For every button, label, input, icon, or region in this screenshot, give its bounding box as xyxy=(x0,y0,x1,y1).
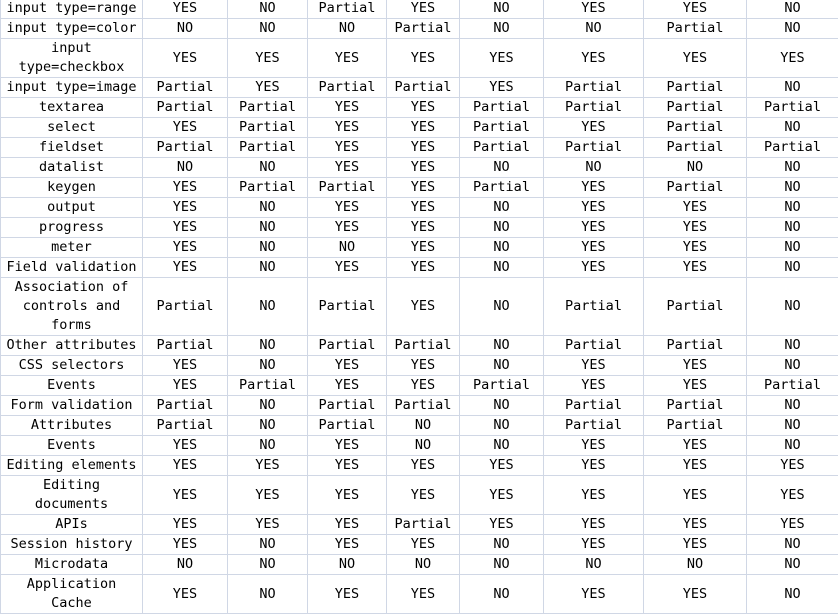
support-cell[interactable]: NO xyxy=(228,238,308,258)
table-row xyxy=(1,376,838,396)
support-cell[interactable]: NO xyxy=(460,158,544,178)
feature-cell[interactable]: Association of controls and forms xyxy=(1,278,143,336)
support-cell[interactable]: YES xyxy=(387,158,460,178)
support-cell[interactable]: YES xyxy=(143,258,228,278)
support-cell[interactable]: NO xyxy=(747,118,838,138)
support-cell[interactable]: NO xyxy=(747,416,838,436)
support-cell[interactable]: NO xyxy=(747,78,838,98)
support-cell[interactable]: YES xyxy=(387,118,460,138)
support-cell[interactable]: Partial xyxy=(644,138,747,158)
support-cell[interactable]: NO xyxy=(460,416,544,436)
support-cell[interactable]: YES xyxy=(143,39,228,78)
support-cell[interactable]: NO xyxy=(460,575,544,614)
support-cell[interactable]: YES xyxy=(308,436,387,456)
support-cell[interactable]: YES xyxy=(387,535,460,555)
table-row xyxy=(1,456,838,476)
support-cell[interactable]: NO xyxy=(747,258,838,278)
support-cell[interactable]: YES xyxy=(644,238,747,258)
table-row xyxy=(1,19,838,39)
support-cell[interactable]: Partial xyxy=(143,278,228,336)
feature-cell[interactable]: input type=checkbox xyxy=(1,39,143,78)
support-cell[interactable]: YES xyxy=(387,575,460,614)
support-cell[interactable]: YES xyxy=(308,476,387,515)
support-cell[interactable]: YES xyxy=(544,535,644,555)
support-cell[interactable]: YES xyxy=(228,456,308,476)
table-row xyxy=(1,436,838,456)
support-cell[interactable]: YES xyxy=(387,138,460,158)
support-cell[interactable]: Partial xyxy=(143,78,228,98)
support-cell[interactable]: YES xyxy=(387,198,460,218)
support-cell[interactable]: Partial xyxy=(143,396,228,416)
support-cell[interactable]: YES xyxy=(308,98,387,118)
support-cell[interactable]: NO xyxy=(460,258,544,278)
support-cell[interactable]: YES xyxy=(460,78,544,98)
support-cell[interactable]: NO xyxy=(747,238,838,258)
support-cell[interactable]: NO xyxy=(460,19,544,39)
support-cell[interactable]: Partial xyxy=(308,336,387,356)
support-cell[interactable]: NO xyxy=(228,416,308,436)
support-cell[interactable]: YES xyxy=(143,0,228,19)
support-cell[interactable]: NO xyxy=(228,356,308,376)
support-cell[interactable]: YES xyxy=(644,535,747,555)
support-cell[interactable]: NO xyxy=(308,19,387,39)
support-cell[interactable]: YES xyxy=(544,0,644,19)
support-cell[interactable]: Partial xyxy=(747,376,838,396)
support-cell[interactable]: YES xyxy=(644,476,747,515)
support-cell[interactable]: Partial xyxy=(544,138,644,158)
support-cell[interactable]: YES xyxy=(387,0,460,19)
support-cell[interactable]: NO xyxy=(544,19,644,39)
support-cell[interactable]: YES xyxy=(544,39,644,78)
feature-cell[interactable]: Editing elements xyxy=(1,456,143,476)
support-cell[interactable]: Partial xyxy=(228,98,308,118)
support-cell[interactable]: NO xyxy=(228,198,308,218)
support-cell[interactable]: YES xyxy=(308,515,387,535)
table-row xyxy=(1,158,838,178)
support-cell[interactable]: YES xyxy=(308,575,387,614)
support-cell[interactable]: YES xyxy=(143,575,228,614)
support-cell[interactable]: YES xyxy=(143,218,228,238)
support-cell[interactable]: Partial xyxy=(747,98,838,118)
support-cell[interactable]: YES xyxy=(228,515,308,535)
support-cell[interactable]: Partial xyxy=(228,138,308,158)
support-cell[interactable]: NO xyxy=(387,555,460,575)
support-cell[interactable]: NO xyxy=(747,575,838,614)
support-cell[interactable]: YES xyxy=(544,515,644,535)
table-row xyxy=(1,39,838,78)
support-cell[interactable]: NO xyxy=(143,158,228,178)
support-cell[interactable]: YES xyxy=(143,376,228,396)
support-cell[interactable]: Partial xyxy=(644,336,747,356)
support-cell[interactable]: Partial xyxy=(644,278,747,336)
table-body xyxy=(1,0,838,614)
table-row xyxy=(1,198,838,218)
support-cell[interactable]: Partial xyxy=(308,416,387,436)
support-cell[interactable]: YES xyxy=(308,118,387,138)
support-cell[interactable]: YES xyxy=(544,476,644,515)
support-cell[interactable]: Partial xyxy=(308,178,387,198)
feature-cell[interactable]: Attributes xyxy=(1,416,143,436)
support-cell[interactable]: YES xyxy=(544,178,644,198)
support-cell[interactable]: YES xyxy=(460,39,544,78)
support-cell[interactable]: NO xyxy=(460,278,544,336)
support-cell[interactable]: NO xyxy=(228,258,308,278)
support-cell[interactable]: YES xyxy=(387,476,460,515)
feature-cell[interactable]: input type=color xyxy=(1,19,143,39)
support-cell[interactable]: NO xyxy=(747,336,838,356)
support-cell[interactable]: YES xyxy=(143,456,228,476)
support-cell[interactable]: YES xyxy=(544,575,644,614)
support-cell[interactable]: YES xyxy=(143,515,228,535)
feature-cell[interactable]: CSS selectors xyxy=(1,356,143,376)
table-row xyxy=(1,278,838,336)
support-cell[interactable]: Partial xyxy=(228,376,308,396)
support-cell[interactable]: Partial xyxy=(644,118,747,138)
support-cell[interactable]: YES xyxy=(544,218,644,238)
table-row xyxy=(1,396,838,416)
support-cell[interactable]: NO xyxy=(228,436,308,456)
support-cell[interactable]: YES xyxy=(644,456,747,476)
support-cell[interactable]: NO xyxy=(460,396,544,416)
table-row xyxy=(1,555,838,575)
support-cell[interactable]: Partial xyxy=(644,178,747,198)
support-cell[interactable]: NO xyxy=(228,396,308,416)
support-cell[interactable]: YES xyxy=(544,456,644,476)
support-cell[interactable]: YES xyxy=(308,138,387,158)
support-cell[interactable]: NO xyxy=(644,158,747,178)
support-cell[interactable]: YES xyxy=(308,218,387,238)
feature-cell[interactable]: keygen xyxy=(1,178,143,198)
support-cell[interactable]: Partial xyxy=(544,416,644,436)
support-cell[interactable]: YES xyxy=(228,39,308,78)
support-cell[interactable]: Partial xyxy=(387,78,460,98)
support-cell[interactable]: NO xyxy=(228,336,308,356)
support-cell[interactable]: NO xyxy=(544,158,644,178)
support-cell[interactable]: Partial xyxy=(644,19,747,39)
support-cell[interactable]: YES xyxy=(644,198,747,218)
support-cell[interactable]: NO xyxy=(747,19,838,39)
support-cell[interactable]: YES xyxy=(143,178,228,198)
table-row xyxy=(1,476,838,515)
support-cell[interactable]: NO xyxy=(228,555,308,575)
support-cell[interactable]: NO xyxy=(544,555,644,575)
support-cell[interactable]: Partial xyxy=(644,78,747,98)
support-cell[interactable]: YES xyxy=(544,258,644,278)
support-cell[interactable]: YES xyxy=(308,198,387,218)
support-cell[interactable]: YES xyxy=(143,238,228,258)
support-cell[interactable]: Partial xyxy=(308,78,387,98)
support-cell[interactable]: YES xyxy=(644,436,747,456)
support-cell[interactable]: NO xyxy=(747,396,838,416)
table-row xyxy=(1,0,838,19)
support-cell[interactable]: NO xyxy=(747,0,838,19)
feature-cell[interactable]: APIs xyxy=(1,515,143,535)
table-row xyxy=(1,416,838,436)
support-cell[interactable]: Partial xyxy=(228,178,308,198)
feature-cell[interactable]: Field validation xyxy=(1,258,143,278)
support-cell[interactable]: YES xyxy=(308,535,387,555)
support-cell[interactable]: YES xyxy=(747,456,838,476)
support-cell[interactable]: Partial xyxy=(308,396,387,416)
support-cell[interactable]: YES xyxy=(460,456,544,476)
support-cell[interactable]: YES xyxy=(544,376,644,396)
table-row xyxy=(1,356,838,376)
support-cell[interactable]: NO xyxy=(460,238,544,258)
support-cell[interactable]: NO xyxy=(228,575,308,614)
support-cell[interactable]: NO xyxy=(228,158,308,178)
support-cell[interactable]: NO xyxy=(228,0,308,19)
support-cell[interactable]: Partial xyxy=(387,515,460,535)
support-cell[interactable]: YES xyxy=(460,515,544,535)
support-cell[interactable]: YES xyxy=(387,258,460,278)
support-cell[interactable]: YES xyxy=(387,238,460,258)
support-cell[interactable]: NO xyxy=(143,555,228,575)
support-cell[interactable]: NO xyxy=(747,178,838,198)
support-cell[interactable]: YES xyxy=(143,118,228,138)
feature-cell[interactable]: meter xyxy=(1,238,143,258)
support-cell[interactable]: NO xyxy=(747,535,838,555)
support-cell[interactable]: YES xyxy=(143,436,228,456)
support-cell[interactable]: YES xyxy=(644,356,747,376)
support-cell[interactable]: YES xyxy=(143,198,228,218)
support-cell[interactable]: Partial xyxy=(143,98,228,118)
support-cell[interactable]: YES xyxy=(644,39,747,78)
support-cell[interactable]: NO xyxy=(747,198,838,218)
feature-cell[interactable]: Form validation xyxy=(1,396,143,416)
support-cell[interactable]: Partial xyxy=(387,19,460,39)
feature-cell[interactable]: fieldset xyxy=(1,138,143,158)
support-cell[interactable]: NO xyxy=(644,555,747,575)
support-cell[interactable]: NO xyxy=(460,336,544,356)
table-row xyxy=(1,138,838,158)
support-cell[interactable]: YES xyxy=(228,78,308,98)
support-cell[interactable]: Partial xyxy=(747,138,838,158)
support-cell[interactable]: NO xyxy=(460,218,544,238)
feature-cell[interactable]: input type=image xyxy=(1,78,143,98)
support-cell[interactable]: NO xyxy=(747,278,838,336)
feature-cell[interactable]: Microdata xyxy=(1,555,143,575)
support-cell[interactable]: Partial xyxy=(308,278,387,336)
support-cell[interactable]: Partial xyxy=(460,138,544,158)
support-cell[interactable]: YES xyxy=(387,456,460,476)
support-cell[interactable]: YES xyxy=(308,376,387,396)
feature-cell[interactable]: select xyxy=(1,118,143,138)
support-cell[interactable]: YES xyxy=(387,356,460,376)
support-cell[interactable]: YES xyxy=(308,258,387,278)
feature-cell[interactable]: progress xyxy=(1,218,143,238)
support-cell[interactable]: YES xyxy=(644,218,747,238)
support-cell[interactable]: YES xyxy=(228,476,308,515)
support-cell[interactable]: YES xyxy=(644,376,747,396)
support-cell[interactable]: Partial xyxy=(460,118,544,138)
support-cell[interactable]: YES xyxy=(644,575,747,614)
feature-cell[interactable]: output xyxy=(1,198,143,218)
support-cell[interactable]: Partial xyxy=(644,98,747,118)
support-cell[interactable]: Partial xyxy=(644,396,747,416)
support-cell[interactable]: Partial xyxy=(544,278,644,336)
support-cell[interactable]: NO xyxy=(460,356,544,376)
support-cell[interactable]: YES xyxy=(544,238,644,258)
feature-cell[interactable]: Editing documents xyxy=(1,476,143,515)
support-cell[interactable]: YES xyxy=(387,178,460,198)
support-cell[interactable]: YES xyxy=(544,356,644,376)
support-cell[interactable]: Partial xyxy=(143,138,228,158)
support-cell[interactable]: Partial xyxy=(143,416,228,436)
support-cell[interactable]: NO xyxy=(387,416,460,436)
support-cell[interactable]: YES xyxy=(544,436,644,456)
support-cell[interactable]: YES xyxy=(644,515,747,535)
table-row xyxy=(1,336,838,356)
support-cell[interactable]: NO xyxy=(460,555,544,575)
support-cell[interactable]: Partial xyxy=(228,118,308,138)
support-cell[interactable]: NO xyxy=(387,436,460,456)
support-cell[interactable]: YES xyxy=(308,456,387,476)
support-cell[interactable]: YES xyxy=(387,376,460,396)
support-cell[interactable]: NO xyxy=(143,19,228,39)
feature-cell[interactable]: textarea xyxy=(1,98,143,118)
support-cell[interactable]: NO xyxy=(460,198,544,218)
support-cell[interactable]: YES xyxy=(308,39,387,78)
support-cell[interactable]: NO xyxy=(747,356,838,376)
support-cell[interactable]: Partial xyxy=(143,336,228,356)
feature-cell[interactable]: Events xyxy=(1,376,143,396)
support-cell[interactable]: NO xyxy=(228,535,308,555)
support-cell[interactable]: NO xyxy=(460,436,544,456)
support-cell[interactable]: Partial xyxy=(544,336,644,356)
support-cell[interactable]: YES xyxy=(644,258,747,278)
table-row xyxy=(1,535,838,555)
support-cell[interactable]: YES xyxy=(308,356,387,376)
support-cell[interactable]: NO xyxy=(228,19,308,39)
support-cell[interactable]: NO xyxy=(747,436,838,456)
feature-cell[interactable]: Other attributes xyxy=(1,336,143,356)
support-cell[interactable]: Partial xyxy=(308,0,387,19)
table-row xyxy=(1,118,838,138)
feature-cell[interactable]: Events xyxy=(1,436,143,456)
support-cell[interactable]: NO xyxy=(747,555,838,575)
support-cell[interactable]: YES xyxy=(387,278,460,336)
feature-cell[interactable]: Application Cache xyxy=(1,575,143,614)
support-cell[interactable]: YES xyxy=(747,476,838,515)
support-cell[interactable]: Partial xyxy=(460,376,544,396)
support-cell[interactable]: YES xyxy=(747,39,838,78)
table-row xyxy=(1,258,838,278)
table-row xyxy=(1,238,838,258)
support-cell[interactable]: YES xyxy=(143,356,228,376)
support-cell[interactable]: YES xyxy=(143,535,228,555)
support-cell[interactable]: NO xyxy=(308,238,387,258)
support-cell[interactable]: YES xyxy=(747,515,838,535)
support-cell[interactable]: NO xyxy=(460,0,544,19)
table-row xyxy=(1,98,838,118)
table-row xyxy=(1,218,838,238)
support-cell[interactable]: YES xyxy=(544,118,644,138)
support-cell[interactable]: Partial xyxy=(460,98,544,118)
support-cell[interactable]: NO xyxy=(460,535,544,555)
support-cell[interactable]: YES xyxy=(644,0,747,19)
feature-cell[interactable]: datalist xyxy=(1,158,143,178)
support-cell[interactable]: NO xyxy=(228,218,308,238)
support-cell[interactable]: YES xyxy=(387,39,460,78)
table-row xyxy=(1,575,838,614)
support-cell[interactable]: Partial xyxy=(544,98,644,118)
support-cell[interactable]: NO xyxy=(308,555,387,575)
support-cell[interactable]: YES xyxy=(387,218,460,238)
support-cell[interactable]: Partial xyxy=(644,416,747,436)
support-cell[interactable]: NO xyxy=(228,278,308,336)
feature-cell[interactable]: Session history xyxy=(1,535,143,555)
support-cell[interactable]: Partial xyxy=(544,78,644,98)
support-cell[interactable]: YES xyxy=(387,98,460,118)
support-cell[interactable]: Partial xyxy=(544,396,644,416)
table-row xyxy=(1,78,838,98)
support-cell[interactable]: Partial xyxy=(387,396,460,416)
support-cell[interactable]: NO xyxy=(747,158,838,178)
feature-cell[interactable]: input type=range xyxy=(1,0,143,19)
support-cell[interactable]: YES xyxy=(308,158,387,178)
support-cell[interactable]: Partial xyxy=(460,178,544,198)
support-cell[interactable]: Partial xyxy=(387,336,460,356)
table-row xyxy=(1,178,838,198)
support-cell[interactable]: YES xyxy=(143,476,228,515)
support-cell[interactable]: YES xyxy=(544,198,644,218)
support-cell[interactable]: YES xyxy=(460,476,544,515)
table-row xyxy=(1,515,838,535)
support-cell[interactable]: NO xyxy=(747,218,838,238)
